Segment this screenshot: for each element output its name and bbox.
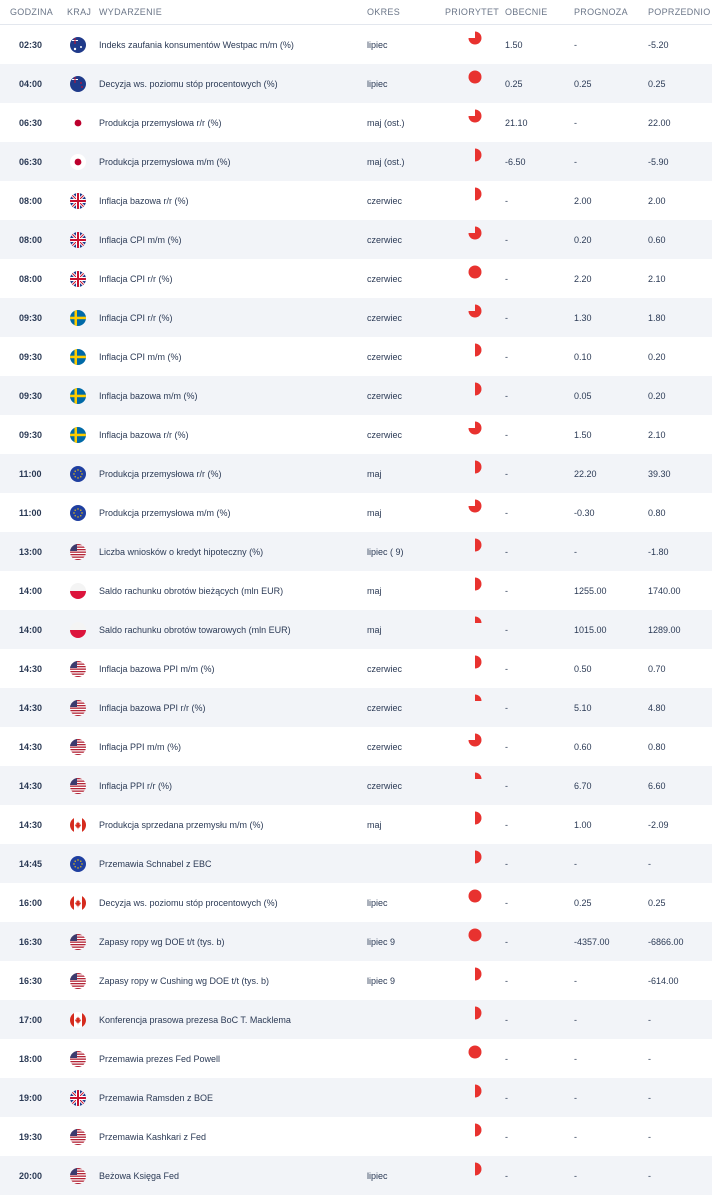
period-cell: maj xyxy=(367,507,382,518)
header-event[interactable]: WYDARZENIE xyxy=(99,7,163,17)
forecast-cell: 0.20 xyxy=(574,234,592,245)
period-cell: lipiec xyxy=(367,78,388,89)
event-cell[interactable]: Inflacja CPI r/r (%) xyxy=(99,312,173,323)
forecast-cell: 6.70 xyxy=(574,780,592,791)
time-cell: 09:30 xyxy=(19,429,43,440)
table-body xyxy=(0,25,712,1195)
period-cell: maj xyxy=(367,624,382,635)
previous-cell: -6866.00 xyxy=(648,936,684,947)
time-cell: 18:00 xyxy=(19,1053,43,1064)
priority-indicator-icon xyxy=(468,811,482,825)
priority-indicator-icon xyxy=(468,499,482,513)
forecast-cell: 0.50 xyxy=(574,663,592,674)
previous-cell: 4.80 xyxy=(648,702,666,713)
time-cell: 09:30 xyxy=(19,390,43,401)
previous-cell: - xyxy=(648,1014,651,1025)
priority-indicator-icon xyxy=(468,889,482,903)
event-cell[interactable]: Produkcja przemysłowa r/r (%) xyxy=(99,117,222,128)
new-zealand-flag-icon xyxy=(70,76,86,92)
actual-cell: - xyxy=(505,1170,508,1181)
table-row[interactable] xyxy=(0,1156,712,1195)
table-row[interactable] xyxy=(0,259,712,298)
japan-flag-icon xyxy=(70,154,86,170)
table-row[interactable] xyxy=(0,337,712,376)
actual-cell: - xyxy=(505,429,508,440)
table-row[interactable] xyxy=(0,571,712,610)
actual-cell: - xyxy=(505,585,508,596)
actual-cell: -6.50 xyxy=(505,156,526,167)
priority-indicator-icon xyxy=(468,733,482,747)
forecast-cell: 22.20 xyxy=(574,468,597,479)
table-row[interactable] xyxy=(0,883,712,922)
priority-indicator-icon xyxy=(468,382,482,396)
canada-flag-icon xyxy=(70,1012,86,1028)
forecast-cell: 0.10 xyxy=(574,351,592,362)
actual-cell: - xyxy=(505,624,508,635)
period-cell: maj (ost.) xyxy=(367,156,405,167)
table-row[interactable] xyxy=(0,727,712,766)
time-cell: 02:30 xyxy=(19,39,43,50)
previous-cell: 1740.00 xyxy=(648,585,681,596)
time-cell: 06:30 xyxy=(19,117,43,128)
event-cell[interactable]: Inflacja bazowa r/r (%) xyxy=(99,195,189,206)
forecast-cell: - xyxy=(574,117,577,128)
period-cell: lipiec xyxy=(367,39,388,50)
sweden-flag-icon xyxy=(70,349,86,365)
event-cell[interactable]: Beżowa Księga Fed xyxy=(99,1170,180,1181)
period-cell: lipiec ( 9) xyxy=(367,546,404,557)
actual-cell: - xyxy=(505,1014,508,1025)
actual-cell: - xyxy=(505,702,508,713)
actual-cell: - xyxy=(505,195,508,206)
previous-cell: -614.00 xyxy=(648,975,679,986)
table-row[interactable] xyxy=(0,454,712,493)
priority-indicator-icon xyxy=(468,70,482,84)
time-cell: 06:30 xyxy=(19,156,43,167)
period-cell: maj xyxy=(367,585,382,596)
time-cell: 16:30 xyxy=(19,975,43,986)
previous-cell: -5.20 xyxy=(648,39,669,50)
event-cell[interactable]: Saldo rachunku obrotów towarowych (mln EUR) xyxy=(99,624,291,635)
period-cell: maj (ost.) xyxy=(367,117,405,128)
priority-indicator-icon xyxy=(468,772,482,786)
priority-indicator-icon xyxy=(468,1162,482,1176)
actual-cell: - xyxy=(505,975,508,986)
priority-indicator-icon xyxy=(468,928,482,942)
period-cell: lipiec 9 xyxy=(367,936,396,947)
time-cell: 09:30 xyxy=(19,312,43,323)
event-cell[interactable]: Inflacja CPI r/r (%) xyxy=(99,273,173,284)
header-time[interactable]: GODZINA xyxy=(10,7,54,17)
priority-indicator-icon xyxy=(468,421,482,435)
previous-cell: 0.20 xyxy=(648,390,666,401)
period-cell: maj xyxy=(367,468,382,479)
actual-cell: - xyxy=(505,780,508,791)
priority-indicator-icon xyxy=(468,265,482,279)
table-row[interactable] xyxy=(0,298,712,337)
actual-cell: - xyxy=(505,312,508,323)
time-cell: 14:30 xyxy=(19,702,43,713)
period-cell: czerwiec xyxy=(367,390,403,401)
event-cell[interactable]: Liczba wniosków o kredyt hipoteczny (%) xyxy=(99,546,264,557)
event-cell[interactable]: Konferencja prasowa prezesa BoC T. Macklema xyxy=(99,1014,291,1025)
actual-cell: - xyxy=(505,897,508,908)
table-row[interactable] xyxy=(0,1000,712,1039)
time-cell: 14:30 xyxy=(19,741,43,752)
uk-flag-icon xyxy=(70,1090,86,1106)
priority-indicator-icon xyxy=(468,109,482,123)
australia-flag-icon xyxy=(70,37,86,53)
time-cell: 14:30 xyxy=(19,819,43,830)
event-cell[interactable]: Inflacja CPI m/m (%) xyxy=(99,351,182,362)
period-cell: czerwiec xyxy=(367,702,403,713)
eu-flag-icon xyxy=(70,505,86,521)
forecast-cell: 1.50 xyxy=(574,429,592,440)
previous-cell: 0.25 xyxy=(648,897,666,908)
previous-cell: 0.70 xyxy=(648,663,666,674)
table-row[interactable] xyxy=(0,532,712,571)
priority-indicator-icon xyxy=(468,1084,482,1098)
actual-cell: - xyxy=(505,273,508,284)
table-row[interactable] xyxy=(0,1078,712,1117)
period-cell: czerwiec xyxy=(367,312,403,323)
time-cell: 16:30 xyxy=(19,936,43,947)
event-cell[interactable]: Zapasy ropy w Cushing wg DOE t/t (tys. b) xyxy=(99,975,270,986)
event-cell[interactable]: Inflacja PPI r/r (%) xyxy=(99,780,173,791)
uk-flag-icon xyxy=(70,232,86,248)
forecast-cell: -4357.00 xyxy=(574,936,610,947)
table-row[interactable] xyxy=(0,922,712,961)
period-cell: czerwiec xyxy=(367,273,403,284)
period-cell: czerwiec xyxy=(367,195,403,206)
previous-cell: 6.60 xyxy=(648,780,666,791)
time-cell: 08:00 xyxy=(19,234,43,245)
table-row[interactable] xyxy=(0,1039,712,1078)
canada-flag-icon xyxy=(70,895,86,911)
period-cell: czerwiec xyxy=(367,741,403,752)
event-cell[interactable]: Inflacja bazowa PPI m/m (%) xyxy=(99,663,215,674)
forecast-cell: - xyxy=(574,858,577,869)
previous-cell: -5.90 xyxy=(648,156,669,167)
priority-indicator-icon xyxy=(468,850,482,864)
forecast-cell: 2.20 xyxy=(574,273,592,284)
forecast-cell: - xyxy=(574,39,577,50)
forecast-cell: 1.30 xyxy=(574,312,592,323)
actual-cell: - xyxy=(505,546,508,557)
priority-indicator-icon xyxy=(468,1045,482,1059)
header-previous[interactable]: POPRZEDNIO xyxy=(648,7,711,17)
actual-cell: - xyxy=(505,936,508,947)
event-cell[interactable]: Produkcja przemysłowa r/r (%) xyxy=(99,468,222,479)
table-row[interactable] xyxy=(0,649,712,688)
forecast-cell: - xyxy=(574,156,577,167)
event-cell[interactable]: Przemawia Ramsden z BOE xyxy=(99,1092,214,1103)
table-row[interactable] xyxy=(0,805,712,844)
previous-cell: - xyxy=(648,1170,651,1181)
forecast-cell: 5.10 xyxy=(574,702,592,713)
usa-flag-icon xyxy=(70,934,86,950)
header-actual[interactable]: OBECNIE xyxy=(505,7,548,17)
table-row[interactable] xyxy=(0,415,712,454)
actual-cell: - xyxy=(505,858,508,869)
forecast-cell: -0.30 xyxy=(574,507,595,518)
actual-cell: - xyxy=(505,351,508,362)
usa-flag-icon xyxy=(70,739,86,755)
forecast-cell: 0.25 xyxy=(574,897,592,908)
previous-cell: - xyxy=(648,1131,651,1142)
time-cell: 13:00 xyxy=(19,546,43,557)
table-row[interactable] xyxy=(0,766,712,805)
forecast-cell: - xyxy=(574,1014,577,1025)
period-cell: lipiec 9 xyxy=(367,975,396,986)
period-cell: czerwiec xyxy=(367,663,403,674)
usa-flag-icon xyxy=(70,544,86,560)
header-country[interactable]: KRAJ xyxy=(67,7,92,17)
priority-indicator-icon xyxy=(468,304,482,318)
usa-flag-icon xyxy=(70,700,86,716)
priority-indicator-icon xyxy=(468,616,482,630)
event-cell[interactable]: Saldo rachunku obrotów bieżących (mln EUR) xyxy=(99,585,284,596)
event-cell[interactable]: Inflacja CPI m/m (%) xyxy=(99,234,182,245)
usa-flag-icon xyxy=(70,1051,86,1067)
forecast-cell: 1015.00 xyxy=(574,624,607,635)
actual-cell: - xyxy=(505,663,508,674)
event-cell[interactable]: Inflacja bazowa m/m (%) xyxy=(99,390,198,401)
actual-cell: - xyxy=(505,234,508,245)
previous-cell: -1.80 xyxy=(648,546,669,557)
period-cell: lipiec xyxy=(367,897,388,908)
forecast-cell: - xyxy=(574,975,577,986)
priority-indicator-icon xyxy=(468,967,482,981)
previous-cell: 2.10 xyxy=(648,273,666,284)
actual-cell: - xyxy=(505,468,508,479)
table-row[interactable] xyxy=(0,610,712,649)
previous-cell: 0.20 xyxy=(648,351,666,362)
usa-flag-icon xyxy=(70,778,86,794)
previous-cell: 0.60 xyxy=(648,234,666,245)
previous-cell: - xyxy=(648,1053,651,1064)
header-forecast[interactable]: PROGNOZA xyxy=(574,7,628,17)
time-cell: 04:00 xyxy=(19,78,43,89)
sweden-flag-icon xyxy=(70,427,86,443)
event-cell[interactable]: Inflacja bazowa PPI r/r (%) xyxy=(99,702,206,713)
priority-indicator-icon xyxy=(468,226,482,240)
priority-indicator-icon xyxy=(468,460,482,474)
event-cell[interactable]: Inflacja bazowa r/r (%) xyxy=(99,429,189,440)
sweden-flag-icon xyxy=(70,388,86,404)
previous-cell: 2.00 xyxy=(648,195,666,206)
forecast-cell: 0.25 xyxy=(574,78,592,89)
uk-flag-icon xyxy=(70,271,86,287)
event-cell[interactable]: Decyzja ws. poziomu stóp procentowych (%) xyxy=(99,78,278,89)
priority-indicator-icon xyxy=(468,694,482,708)
actual-cell: - xyxy=(505,741,508,752)
forecast-cell: 1.00 xyxy=(574,819,592,830)
time-cell: 17:00 xyxy=(19,1014,43,1025)
priority-indicator-icon xyxy=(468,655,482,669)
event-cell[interactable]: Decyzja ws. poziomu stóp procentowych (%) xyxy=(99,897,278,908)
previous-cell: 0.80 xyxy=(648,507,666,518)
table-row[interactable] xyxy=(0,688,712,727)
forecast-cell: 0.05 xyxy=(574,390,592,401)
previous-cell: - xyxy=(648,1092,651,1103)
eu-flag-icon xyxy=(70,856,86,872)
time-cell: 20:00 xyxy=(19,1170,43,1181)
priority-indicator-icon xyxy=(468,343,482,357)
event-cell[interactable]: Produkcja sprzedana przemysłu m/m (%) xyxy=(99,819,264,830)
event-cell[interactable]: Inflacja PPI m/m (%) xyxy=(99,741,182,752)
period-cell: lipiec xyxy=(367,1170,388,1181)
table-row[interactable] xyxy=(0,376,712,415)
time-cell: 14:45 xyxy=(19,858,43,869)
actual-cell: - xyxy=(505,507,508,518)
previous-cell: 1.80 xyxy=(648,312,666,323)
time-cell: 11:00 xyxy=(19,507,42,518)
forecast-cell: - xyxy=(574,1170,577,1181)
actual-cell: - xyxy=(505,1131,508,1142)
time-cell: 14:30 xyxy=(19,663,43,674)
header-period[interactable]: OKRES xyxy=(367,7,401,17)
previous-cell: 22.00 xyxy=(648,117,671,128)
previous-cell: 1289.00 xyxy=(648,624,681,635)
event-cell[interactable]: Przemawia Kashkari z Fed xyxy=(99,1131,207,1142)
usa-flag-icon xyxy=(70,1129,86,1145)
forecast-cell: - xyxy=(574,1092,577,1103)
table-row[interactable] xyxy=(0,493,712,532)
table-row[interactable] xyxy=(0,142,712,181)
event-cell[interactable]: Przemawia Schnabel z EBC xyxy=(99,858,212,869)
time-cell: 09:30 xyxy=(19,351,43,362)
event-cell[interactable]: Produkcja przemysłowa m/m (%) xyxy=(99,156,231,167)
table-row[interactable] xyxy=(0,25,712,64)
actual-cell: - xyxy=(505,1053,508,1064)
actual-cell: - xyxy=(505,1092,508,1103)
time-cell: 08:00 xyxy=(19,273,43,284)
period-cell: czerwiec xyxy=(367,429,403,440)
priority-indicator-icon xyxy=(468,31,482,45)
uk-flag-icon xyxy=(70,193,86,209)
table-row[interactable] xyxy=(0,961,712,1000)
period-cell: czerwiec xyxy=(367,351,403,362)
priority-indicator-icon xyxy=(468,577,482,591)
poland-flag-icon xyxy=(70,583,86,599)
previous-cell: - xyxy=(648,858,651,869)
time-cell: 16:00 xyxy=(19,897,43,908)
period-cell: czerwiec xyxy=(367,234,403,245)
forecast-cell: 2.00 xyxy=(574,195,592,206)
table-row[interactable] xyxy=(0,181,712,220)
sweden-flag-icon xyxy=(70,310,86,326)
usa-flag-icon xyxy=(70,1168,86,1184)
canada-flag-icon xyxy=(70,817,86,833)
priority-indicator-icon xyxy=(468,187,482,201)
previous-cell: 39.30 xyxy=(648,468,671,479)
previous-cell: -2.09 xyxy=(648,819,669,830)
priority-indicator-icon xyxy=(468,1123,482,1137)
time-cell: 08:00 xyxy=(19,195,43,206)
forecast-cell: 0.60 xyxy=(574,741,592,752)
usa-flag-icon xyxy=(70,661,86,677)
event-cell[interactable]: Przemawia prezes Fed Powell xyxy=(99,1053,221,1064)
period-cell: maj xyxy=(367,819,382,830)
previous-cell: 0.25 xyxy=(648,78,666,89)
priority-indicator-icon xyxy=(468,148,482,162)
header-priority[interactable]: PRIORYTET xyxy=(445,7,500,17)
time-cell: 14:00 xyxy=(19,585,43,596)
time-cell: 14:30 xyxy=(19,780,43,791)
event-cell[interactable]: Zapasy ropy wg DOE t/t (tys. b) xyxy=(99,936,225,947)
previous-cell: 0.80 xyxy=(648,741,666,752)
forecast-cell: - xyxy=(574,1131,577,1142)
time-cell: 19:30 xyxy=(19,1131,43,1142)
actual-cell: - xyxy=(505,390,508,401)
table-header xyxy=(0,0,712,25)
actual-cell: 21.10 xyxy=(505,117,528,128)
forecast-cell: 1255.00 xyxy=(574,585,607,596)
time-cell: 19:00 xyxy=(19,1092,43,1103)
previous-cell: 2.10 xyxy=(648,429,666,440)
usa-flag-icon xyxy=(70,973,86,989)
table-row[interactable] xyxy=(0,844,712,883)
eu-flag-icon xyxy=(70,466,86,482)
forecast-cell: - xyxy=(574,546,577,557)
japan-flag-icon xyxy=(70,115,86,131)
period-cell: czerwiec xyxy=(367,780,403,791)
poland-flag-icon xyxy=(70,622,86,638)
event-cell[interactable]: Produkcja przemysłowa m/m (%) xyxy=(99,507,231,518)
time-cell: 14:00 xyxy=(19,624,43,635)
table-row[interactable] xyxy=(0,220,712,259)
priority-indicator-icon xyxy=(468,1006,482,1020)
table-row[interactable] xyxy=(0,103,712,142)
actual-cell: - xyxy=(505,819,508,830)
priority-indicator-icon xyxy=(468,538,482,552)
actual-cell: 0.25 xyxy=(505,78,523,89)
event-cell[interactable]: Indeks zaufania konsumentów Westpac m/m (%) xyxy=(99,39,294,50)
time-cell: 11:00 xyxy=(19,468,42,479)
table-row[interactable] xyxy=(0,1117,712,1156)
table-row[interactable] xyxy=(0,64,712,103)
forecast-cell: - xyxy=(574,1053,577,1064)
actual-cell: 1.50 xyxy=(505,39,523,50)
